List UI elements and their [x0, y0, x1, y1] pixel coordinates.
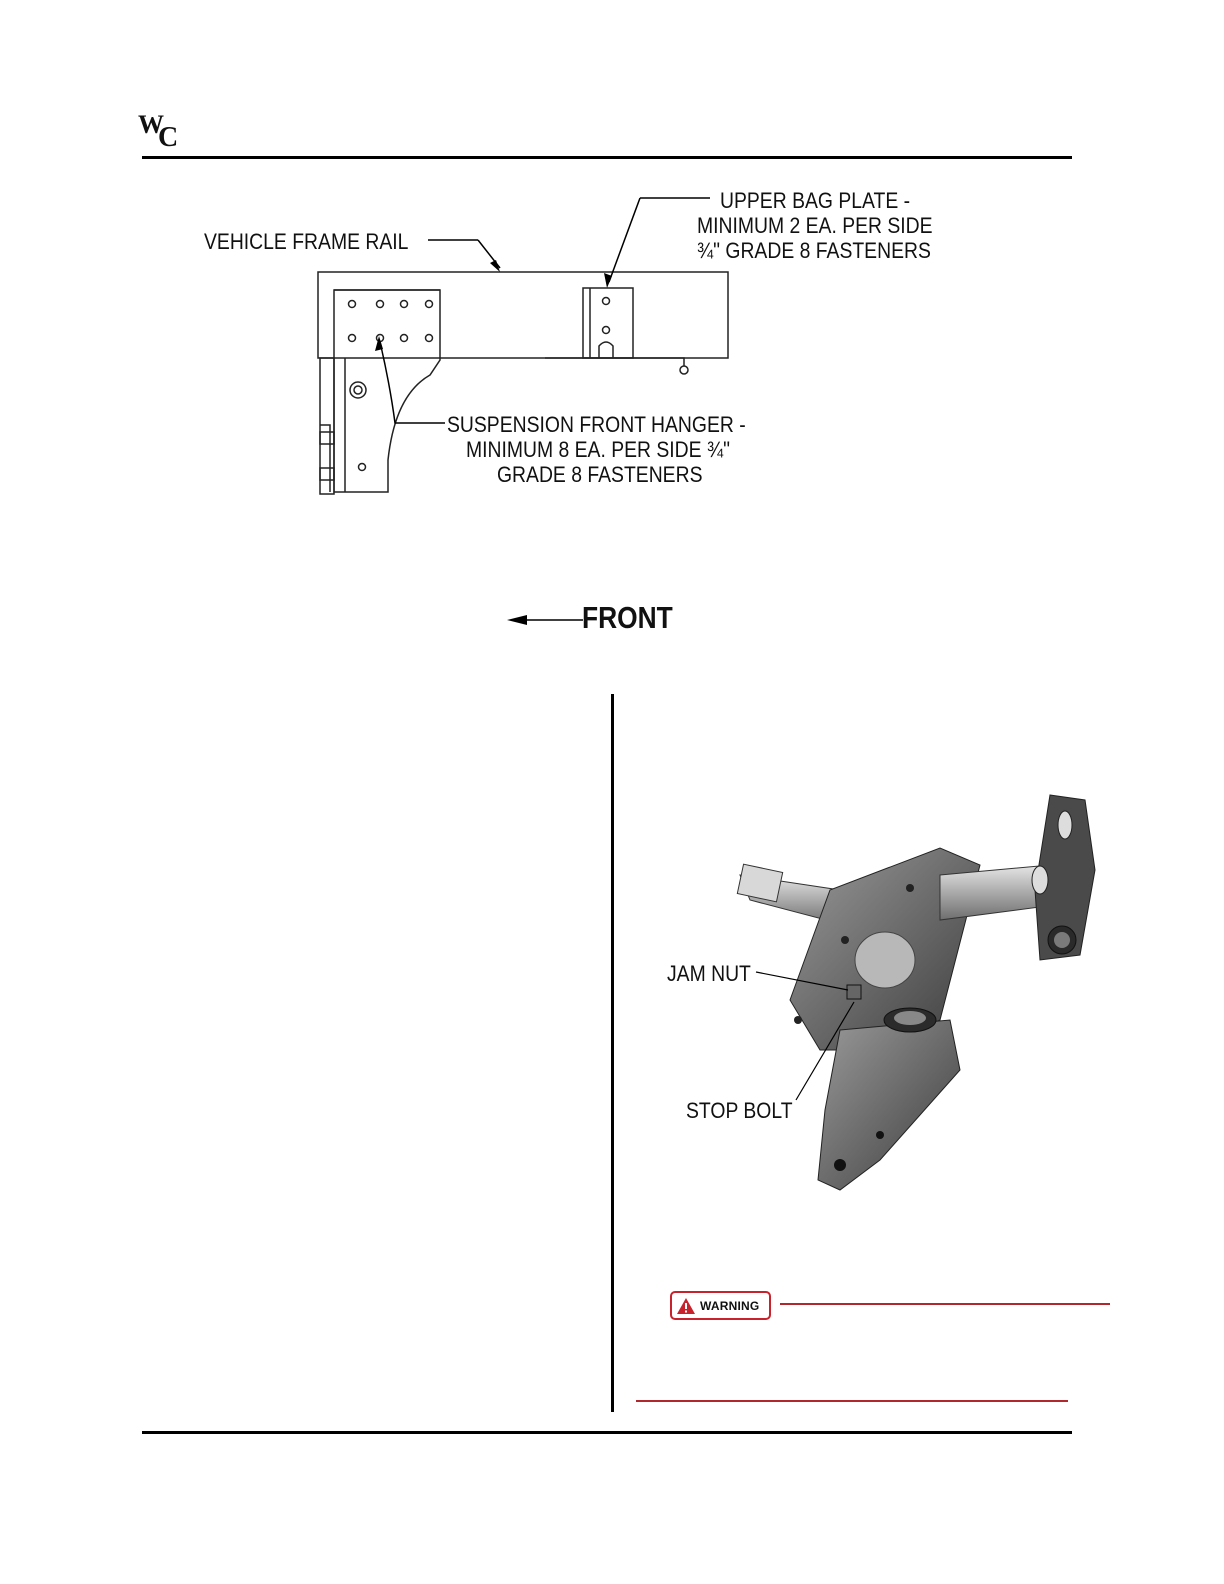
frame-rail-callout: VEHICLE FRAME RAIL [204, 229, 409, 254]
warning-rule-bottom [636, 1400, 1068, 1402]
steering-knuckle-figure [640, 780, 1100, 1210]
warning-triangle-icon [676, 1297, 696, 1315]
bag-plate-callout-line-2: MINIMUM 2 EA. PER SIDE [697, 213, 933, 238]
logo-letter-c: C [158, 122, 179, 153]
footer-rule [142, 1431, 1072, 1434]
bag-plate-callout-line-1: UPPER BAG PLATE - [720, 188, 911, 213]
hanger-callout-line-1: SUSPENSION FRONT HANGER - [447, 412, 746, 437]
logo-letter-w: W [138, 110, 162, 139]
front-label: FRONT [582, 600, 673, 635]
front-arrow-icon [505, 610, 585, 630]
jam-nut-label: JAM NUT [667, 961, 751, 986]
warning-badge [670, 1291, 771, 1320]
bag-plate-callout-line-3: ¾" GRADE 8 FASTENERS [697, 238, 931, 263]
company-logo [138, 112, 184, 152]
steering-knuckle-image [640, 780, 1100, 1210]
warning-label: WARNING [700, 1298, 760, 1313]
header-rule [142, 156, 1072, 159]
column-divider [611, 694, 614, 1412]
frame-rail-figure [0, 170, 1224, 530]
warning-rule-top [780, 1303, 1110, 1305]
stop-bolt-label: STOP BOLT [686, 1098, 793, 1123]
hanger-callout-line-3: GRADE 8 FASTENERS [497, 462, 703, 487]
hanger-callout-line-2: MINIMUM 8 EA. PER SIDE ¾" [466, 437, 730, 462]
